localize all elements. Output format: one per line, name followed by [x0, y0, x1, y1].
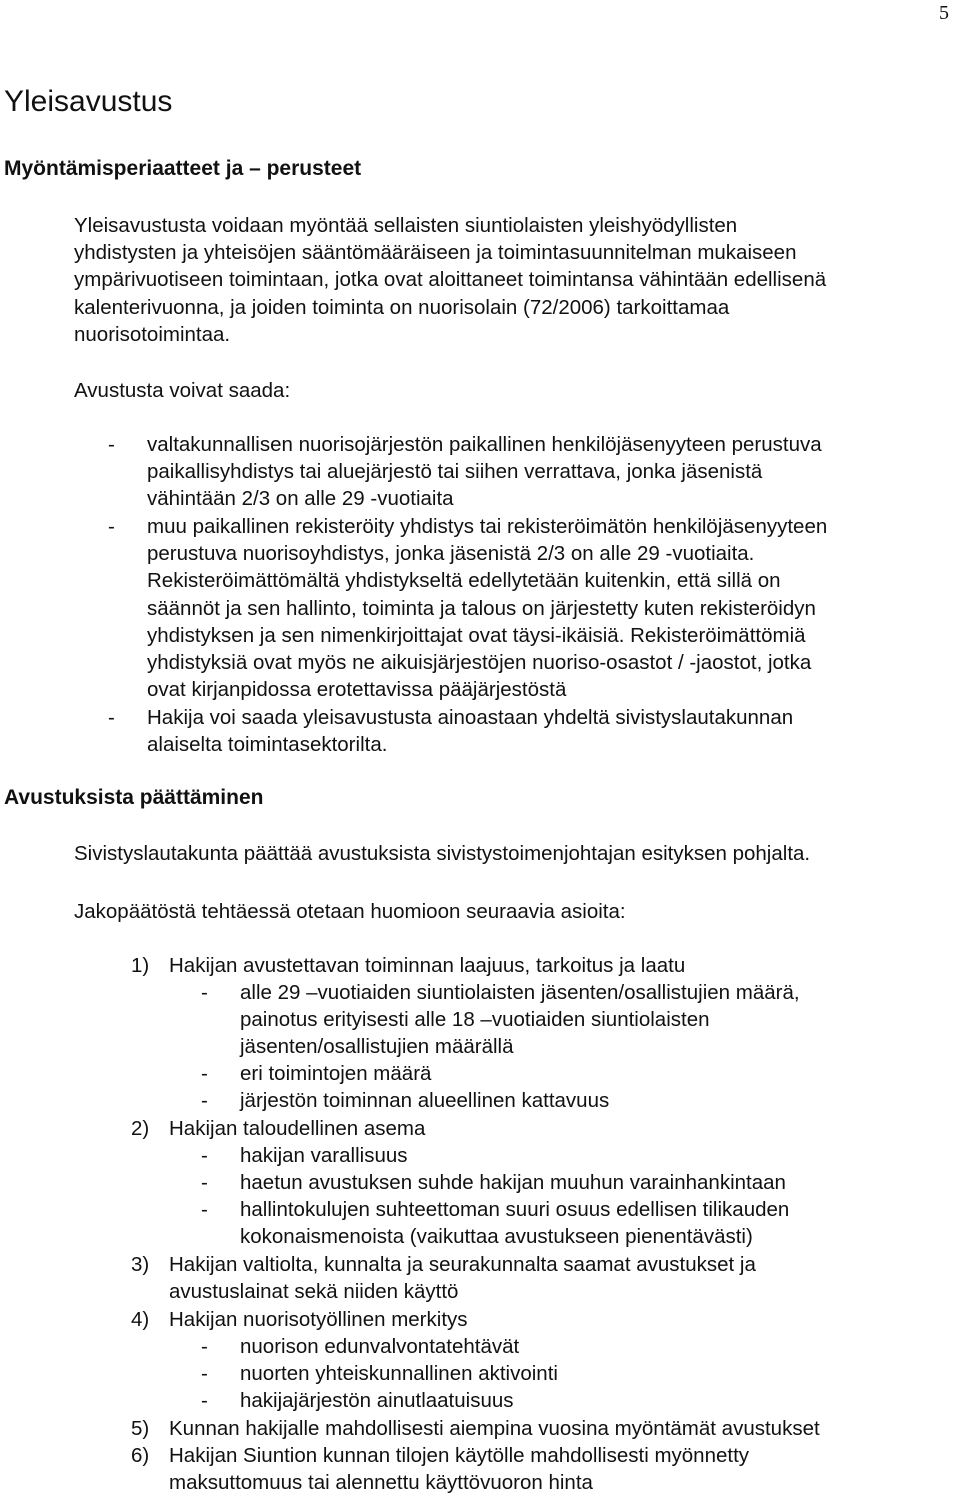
- item-number: 3): [131, 1253, 150, 1276]
- text-line: nuorten yhteiskunnallinen aktivointi: [240, 1362, 558, 1385]
- text-line: Hakija voi saada yleisavustusta ainoastaan yhdeltä sivistyslautakunnan: [147, 706, 794, 729]
- text-line: eri toimintojen määrä: [240, 1062, 432, 1085]
- item-number: 6): [131, 1444, 150, 1467]
- text-line: alaiselta toimintasektorilta.: [147, 733, 388, 757]
- text-line: hallintokulujen suhteettoman suuri osuus edellisen tilikauden: [240, 1198, 790, 1221]
- section-heading-decision: Avustuksista päättäminen: [4, 786, 264, 809]
- section-heading-principles: Myöntämisperiaatteet ja – perusteet: [4, 157, 362, 180]
- text-line: Yleisavustusta voidaan myöntää sellaisten siuntiolaisten yleishyödyllisten: [74, 214, 738, 237]
- bullet-dash: -: [201, 1198, 208, 1221]
- text-line: haetun avustuksen suhde hakijan muuhun varainhankintaan: [240, 1171, 786, 1194]
- text-line: yhdistyksen ja sen nimenkirjoittajat ovat täysi-ikäisiä. Rekisteröimättömiä: [147, 623, 806, 647]
- text-line: alle 29 –vuotiaiden siuntiolaisten jäsenten/osallistujien määrä,: [240, 981, 800, 1004]
- text-line: muu paikallinen rekisteröity yhdistys tai rekisteröimätön henkilöjäsenyyteen: [147, 515, 828, 538]
- item-number: 4): [131, 1308, 150, 1331]
- item-text: Hakijan taloudellinen asema: [169, 1117, 426, 1140]
- text-line: yhdistyksiä ovat myös ne aikuisjärjestöjen nuoriso-osastot / -jaostot, jotka: [147, 651, 812, 675]
- bullet-dash: -: [201, 1144, 208, 1167]
- item-text: Hakijan nuorisotyöllinen merkitys: [169, 1308, 468, 1331]
- bullet-dash: -: [108, 706, 115, 729]
- bullet-dash: -: [201, 1389, 208, 1412]
- item-number: 2): [131, 1117, 150, 1140]
- text-line: hakijan varallisuus: [240, 1144, 408, 1167]
- bullet-dash: -: [201, 1335, 208, 1358]
- bullet-dash: -: [108, 515, 115, 538]
- text-line: maksuttomuus tai alennettu käyttövuoron hinta: [169, 1471, 593, 1495]
- text-line: nuorison edunvalvontatehtävät: [240, 1335, 520, 1358]
- text-line: Rekisteröimättömältä yhdistykseltä edellytetään kuitenkin, että sillä on: [147, 569, 781, 593]
- item-text: Hakijan avustettavan toiminnan laajuus, tarkoitus ja laatu: [169, 954, 686, 977]
- bullet-dash: -: [201, 1362, 208, 1385]
- eligible-label: Avustusta voivat saada:: [74, 379, 291, 402]
- bullet-dash: -: [108, 433, 115, 456]
- text-line: perustuva nuorisoyhdistys, jonka jäsenistä 2/3 on alle 29 -vuotiaita.: [147, 542, 755, 566]
- decision-text: Sivistyslautakunta päättää avustuksista sivistystoimenjohtajan esityksen pohjalta.: [74, 842, 811, 865]
- text-line: paikallisyhdistys tai aluejärjestö tai siihen verrattava, jonka jäsenistä: [147, 460, 763, 484]
- text-line: säännöt ja sen hallinto, toiminta ja talous on järjestetty kuten rekisteröidyn: [147, 596, 816, 620]
- criteria-intro: Jakopäätöstä tehtäessä otetaan huomioon seuraavia asioita:: [74, 900, 626, 923]
- text-line: järjestön toiminnan alueellinen kattavuus: [240, 1089, 610, 1112]
- text-line: kokonaismenoista (vaikuttaa avustukseen pienentävästi): [240, 1225, 753, 1249]
- bullet-dash: -: [201, 981, 208, 1004]
- item-number: 1): [131, 954, 150, 977]
- text-line: kalenterivuonna, ja joiden toiminta on nuorisolain (72/2006) tarkoittamaa: [74, 295, 730, 319]
- text-line: Hakijan valtiolta, kunnalta ja seurakunnalta saamat avustukset ja: [169, 1253, 756, 1276]
- text-line: hakijajärjestön ainutlaatuisuus: [240, 1389, 514, 1412]
- bullet-dash: -: [201, 1062, 208, 1085]
- text-line: ovat kirjanpidossa erotettavissa pääjärjestöstä: [147, 678, 567, 702]
- text-line: ympärivuotiseen toimintaan, jotka ovat aloittaneet toimintansa vähintään edellisenä: [74, 268, 827, 292]
- text-line: avustuslainat sekä niiden käyttö: [169, 1280, 459, 1304]
- text-line: Hakijan Siuntion kunnan tilojen käytölle mahdollisesti myönnetty: [169, 1444, 750, 1467]
- text-line: yhdistysten ja yhteisöjen sääntömääräiseen ja toimintasuunnitelman mukaiseen: [74, 241, 797, 265]
- item-text: Kunnan hakijalle mahdollisesti aiempina vuosina myöntämät avustukset: [169, 1417, 820, 1440]
- text-line: jäsenten/osallistujien määrällä: [240, 1035, 514, 1059]
- bullet-dash: -: [201, 1171, 208, 1194]
- intro-paragraph: [74, 212, 826, 348]
- text-line: vähintään 2/3 on alle 29 -vuotiaita: [147, 487, 454, 511]
- page-title: Yleisavustus: [4, 85, 173, 118]
- page-number: 5: [939, 2, 949, 24]
- text-line: painotus erityisesti alle 18 –vuotiaiden siuntiolaisten: [240, 1008, 710, 1032]
- text-line: nuorisotoimintaa.: [74, 322, 231, 346]
- bullet-dash: -: [201, 1089, 208, 1112]
- text-line: valtakunnallisen nuorisojärjestön paikallinen henkilöjäsenyyteen perustuva: [147, 433, 822, 456]
- item-number: 5): [131, 1417, 150, 1440]
